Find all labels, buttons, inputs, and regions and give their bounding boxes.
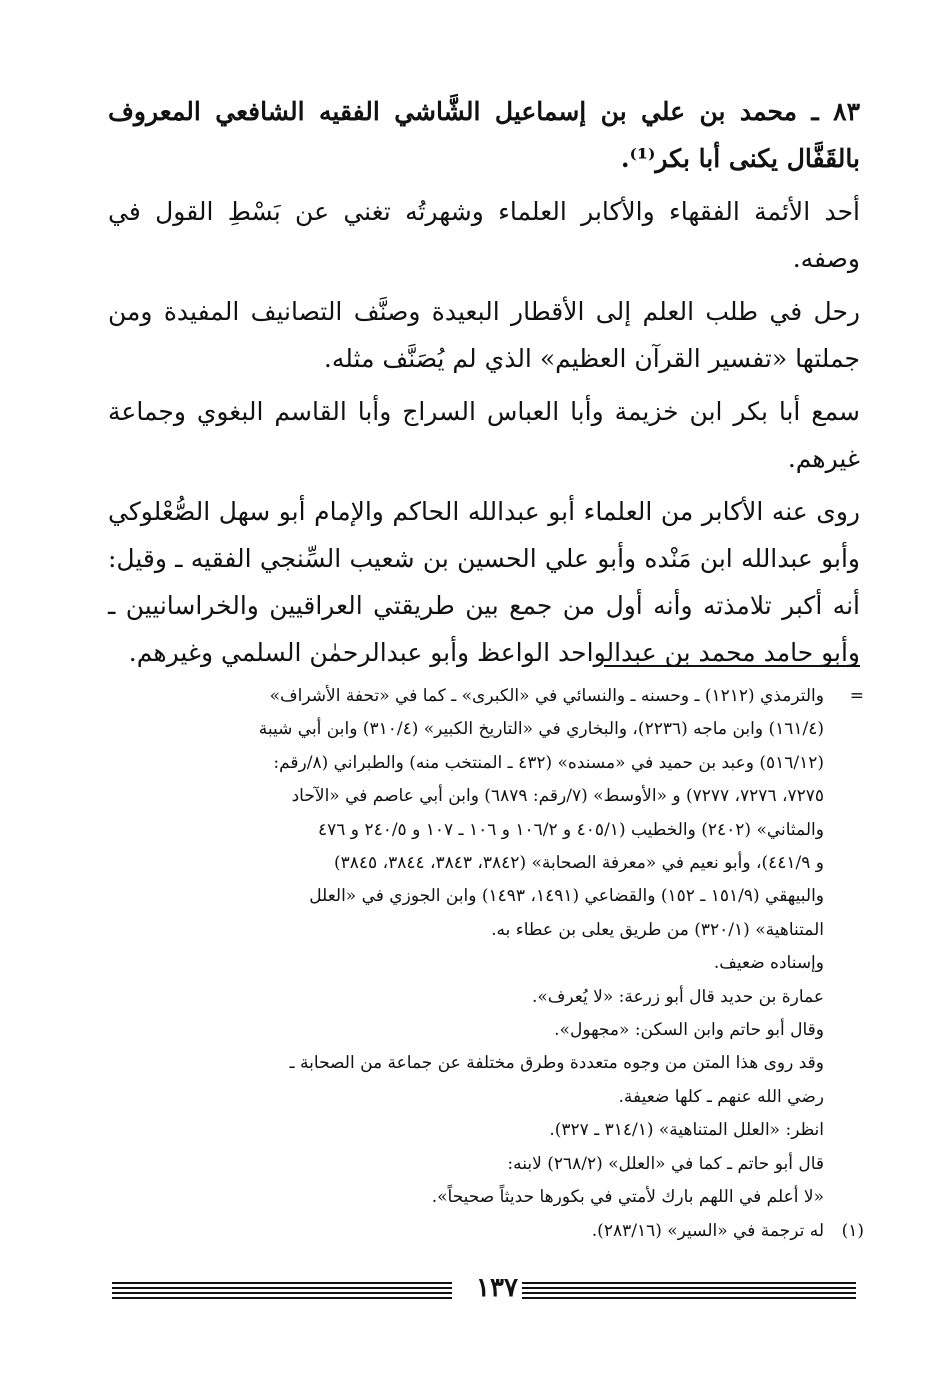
footer-rules-left [112, 1282, 452, 1302]
body-paragraph: روى عنه الأكابر من العلماء أبو عبدالله الحاكم والإمام أبو سهل الصُّعْلوكي وأبو عبدالله ابن مَنْده وأبو علي الحسين بن شعيب السِّنجي الفقيه ـ وقيل: أنه أكبر تلامذته وأنه أول من جمع بين طريقتي العراقيين والخراسانيين ـ وأبو حامد محمد بن عبدالواحد الواعظ وأبو عبدالرحمٰن السلمي وغيرهم. [108, 497, 860, 667]
body-paragraph: أحد الأئمة الفقهاء والأكابر العلماء وشهرتُه تغني عن بَسْطِ القول في وصفه. [108, 197, 860, 273]
footer-rule-line [522, 1292, 856, 1294]
footnote-text: له ترجمة في «السير» (٢٨٣/١٦). [591, 1220, 824, 1241]
continuation-marker: = [849, 686, 864, 706]
footnote-line: المتناهية» (٣٢٠/١) من طريق يعلى بن عطاء به. [491, 919, 824, 940]
footer-rule-line [112, 1297, 452, 1299]
footnote-continuation [108, 680, 864, 1215]
footnote-line: قال أبو حاتم ـ كما في «العلل» (٢٦٨/٢) لابنه: [507, 1153, 824, 1174]
footnote-line: (٥١٦/١٢) وعبد بن حميد في «مسنده» (٤٣٢ ـ المنتخب منه) والطبراني (٨/رقم: [273, 752, 824, 773]
footnote-line: (١٦١/٤) وابن ماجه (٢٢٣٦)، والبخاري في «التاريخ الكبير» (٣١٠/٤) وابن أبي شيبة [258, 719, 824, 740]
footnote-line: و ٤٤١/٩)، وأبو نعيم في «معرفة الصحابة» (٣٨٤٢، ٣٨٤٣، ٣٨٤٤، ٣٨٤٥) [334, 853, 824, 874]
footnotes [108, 680, 864, 1248]
footnote-line: «لا أعلم في اللهم بارك لأمتي في بكورها حديثاً صحيحاً». [431, 1187, 824, 1208]
footer-rule-line [112, 1282, 452, 1284]
footnote-line: انظر: «العلل المتناهية» (٣١٤/١ ـ ٣٢٧). [549, 1120, 824, 1141]
footnote-line: والبيهقي (١٥١/٩ ـ ١٥٢) والقضاعي (١٤٩١، ١٤٩٣) وابن الجوزي في «العلل [309, 886, 824, 907]
body-paragraph: رحل في طلب العلم إلى الأقطار البعيدة وصنَّف التصانيف المفيدة ومن جملتها «تفسير القرآن العظيم» الذي لم يُصَنَّف مثله. [108, 297, 860, 373]
footer-rule-line [522, 1297, 856, 1299]
footnote-line: والمثاني» (٢٤٠٢) والخطيب (٤٠٥/١ و ١٠٦/٢ و ١٠٦ ـ ١٠٧ و ٢٤٠/٥ و ٤٧٦ [318, 819, 824, 840]
footer-rules-right [522, 1282, 856, 1302]
footnote-1 [108, 1215, 864, 1248]
footnote-line: والترمذي (١٢١٢) ـ وحسنه ـ والنسائي في «الكبرى» ـ كما في «تحفة الأشراف» [269, 686, 824, 706]
footnote-line: وقال أبو حاتم وابن السكن: «مجهول». [554, 1020, 824, 1041]
footer-rule-line [522, 1287, 856, 1289]
footnote-continuation-body [108, 680, 824, 1215]
footnote-line: رضي الله عنهم ـ كلها ضعيفة. [618, 1086, 824, 1107]
footer-rule-line [112, 1287, 452, 1289]
main-text [108, 88, 860, 682]
body-paragraph: سمع أبا بكر ابن خزيمة وأبا العباس السراج وأبا القاسم البغوي وجماعة غيرهم. [108, 397, 860, 473]
footer-rule-line [112, 1292, 452, 1294]
footnote-line: عمارة بن حديد قال أبو زرعة: «لا يُعرف». [532, 986, 824, 1007]
page-footer [112, 1270, 856, 1306]
footnote-line: ٧٢٧٥، ٧٢٧٦، ٧٢٧٧) و «الأوسط» (٧/رقم: ٦٨٧٩) وابن أبي عاصم في «الآحاد [291, 786, 824, 807]
footnote-number: (١) [841, 1220, 864, 1241]
page-number: ١٣٧ [476, 1273, 518, 1303]
footnote-separator [604, 665, 860, 667]
entry-heading-paragraph: ٨٣ ـ محمد بن علي بن إسماعيل الشَّاشي الفقيه الشافعي المعروف بالقَفَّال يكنى أبا بكر⁽¹⁾. [108, 97, 860, 173]
footnote-line: وقد روى هذا المتن من وجوه متعددة وطرق مختلفة عن جماعة من الصحابة ـ [289, 1053, 824, 1074]
footnote-line: وإسناده ضعيف. [713, 953, 824, 974]
footer-rule-line [522, 1282, 856, 1284]
